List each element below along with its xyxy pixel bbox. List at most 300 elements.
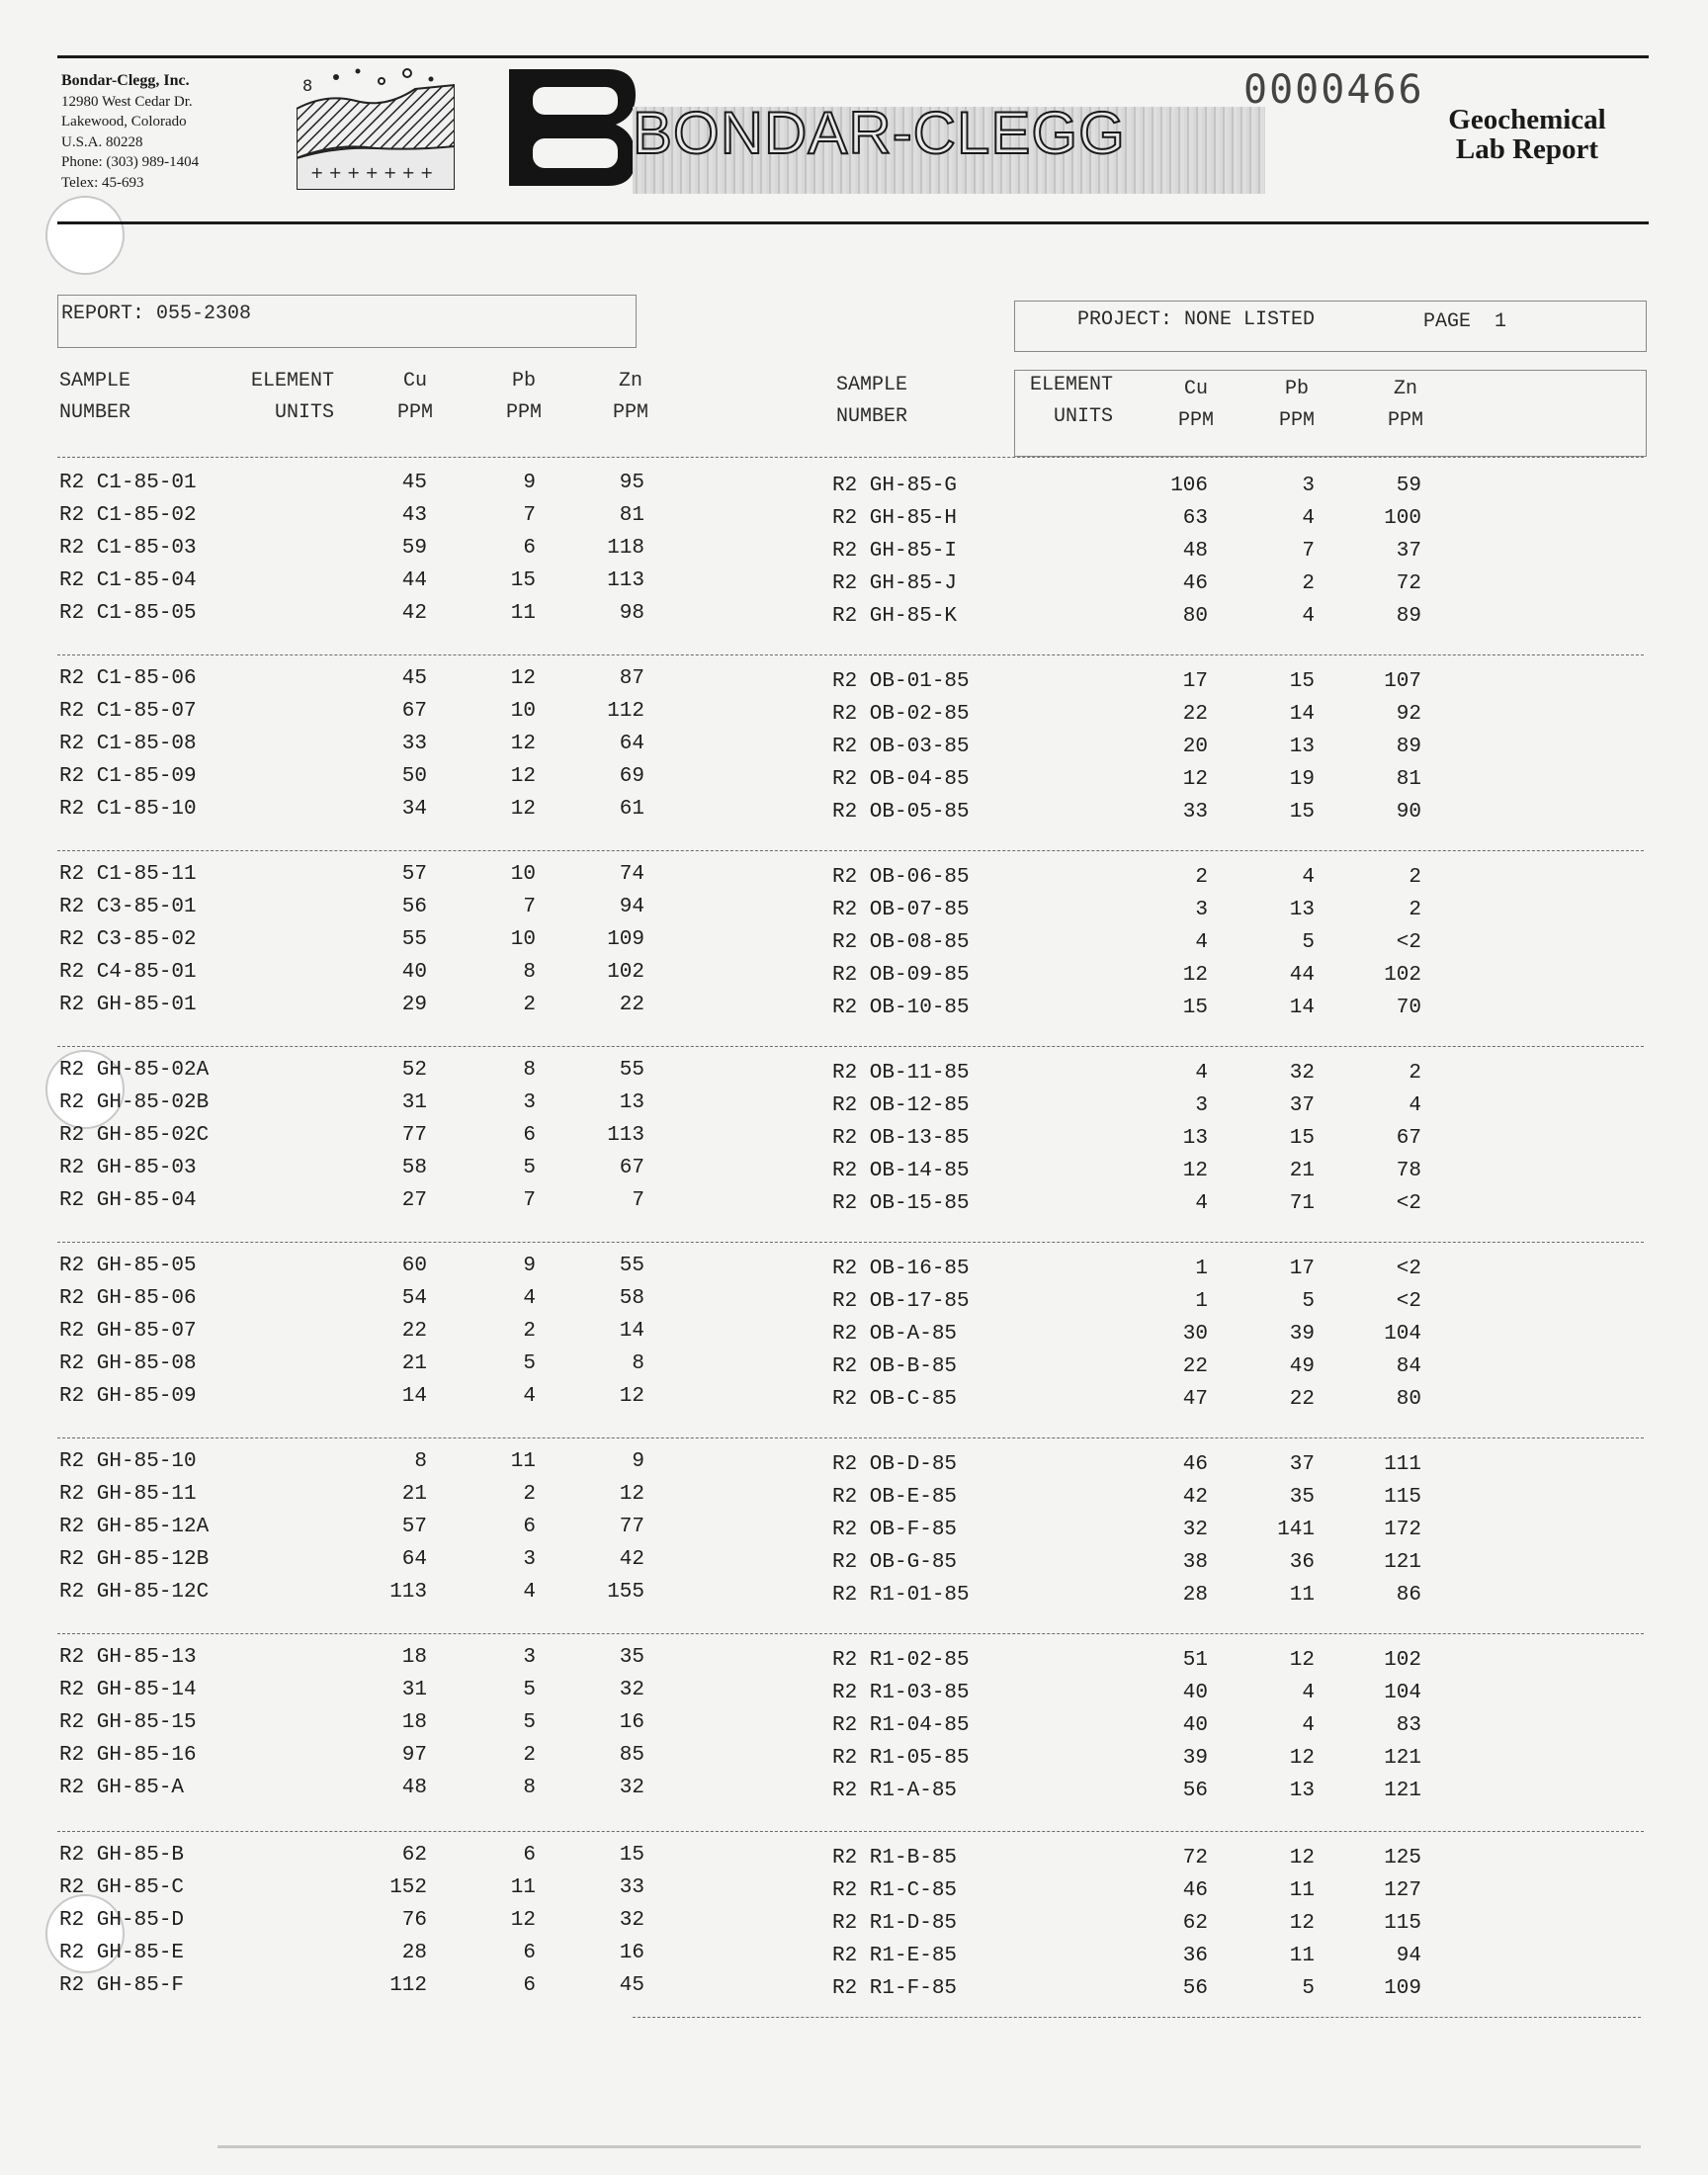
company-city: Lakewood, Colorado	[61, 114, 187, 130]
pb-value: 12	[510, 798, 536, 821]
sample-number: R2 GH-85-14	[59, 1679, 197, 1701]
cu-value: 48	[401, 1777, 427, 1799]
zn-value: 69	[619, 765, 644, 788]
zn-value: 89	[1396, 605, 1421, 628]
pb-value: 7	[523, 896, 536, 918]
zn-value: 32	[619, 1909, 644, 1932]
cu-value: 34	[401, 798, 427, 821]
cu-value: 1	[1195, 1258, 1208, 1280]
cu-value: 33	[401, 733, 427, 755]
table-row-right	[0, 1677, 1708, 1709]
table-row-right	[0, 1448, 1708, 1481]
pb-value: 12	[510, 667, 536, 690]
pb-value: 9	[523, 472, 536, 494]
zn-value: 78	[1396, 1160, 1421, 1182]
cu-value: 44	[401, 569, 427, 592]
zn-value: 70	[1396, 997, 1421, 1019]
zn-value: 107	[1384, 670, 1421, 693]
cu-value: 63	[1182, 507, 1208, 530]
pb-value: 6	[523, 1974, 536, 1997]
sample-number: R2 GH-85-02B	[59, 1091, 210, 1114]
pb-value: 19	[1289, 768, 1315, 791]
table-row-right	[0, 1742, 1708, 1775]
table-row-right	[0, 1318, 1708, 1350]
zn-value: 81	[1396, 768, 1421, 791]
left-header-element: ELEMENT UNITS	[250, 370, 334, 424]
cu-value: 42	[1182, 1486, 1208, 1509]
zn-value: 32	[619, 1777, 644, 1799]
cu-value: 22	[401, 1320, 427, 1343]
pb-value: 10	[510, 700, 536, 723]
cu-value: 21	[401, 1483, 427, 1506]
zn-value: 84	[1396, 1355, 1421, 1378]
sample-number: R2 R1-01-85	[832, 1584, 970, 1607]
sample-number: R2 OB-A-85	[832, 1323, 958, 1346]
pb-value: 6	[523, 1942, 536, 1964]
cu-value: 40	[401, 961, 427, 984]
cu-value: 64	[401, 1548, 427, 1571]
pb-value: 36	[1289, 1551, 1315, 1574]
zn-value: 87	[619, 667, 644, 690]
table-row-right	[0, 1972, 1708, 2005]
pb-value: 7	[523, 1189, 536, 1212]
pb-value: 5	[523, 1679, 536, 1701]
pb-value: 13	[1289, 736, 1315, 758]
company-telex: Telex: 45-693	[61, 174, 144, 191]
cu-value: 20	[1182, 736, 1208, 758]
pb-value: 5	[523, 1157, 536, 1179]
zn-value: 67	[619, 1157, 644, 1179]
sample-number: R2 OB-E-85	[832, 1486, 958, 1509]
table-row-right	[0, 665, 1708, 698]
zn-value: 42	[619, 1548, 644, 1571]
table-row-right	[0, 1842, 1708, 1874]
pb-value: 22	[1289, 1388, 1315, 1411]
table-row-right	[0, 861, 1708, 894]
pb-value: 8	[523, 961, 536, 984]
sample-number: R2 GH-85-12C	[59, 1581, 210, 1604]
zn-value: 111	[1384, 1453, 1421, 1476]
table-row-right	[0, 1089, 1708, 1122]
cu-value: 106	[1170, 475, 1208, 497]
pb-value: 5	[523, 1711, 536, 1734]
sample-number: R2 C1-85-09	[59, 765, 197, 788]
cu-value: 50	[401, 765, 427, 788]
sample-number: R2 GH-85-03	[59, 1157, 197, 1179]
cu-value: 31	[401, 1091, 427, 1114]
sample-number: R2 GH-85-J	[832, 572, 958, 595]
zn-value: 13	[619, 1091, 644, 1114]
pb-value: 32	[1289, 1062, 1315, 1085]
table-row-right	[0, 567, 1708, 600]
pb-value: 2	[523, 1744, 536, 1767]
pb-value: 5	[523, 1352, 536, 1375]
sample-number: R2 C4-85-01	[59, 961, 197, 984]
table-row-right	[0, 1383, 1708, 1416]
sample-number: R2 R1-03-85	[832, 1682, 970, 1704]
pb-value: 37	[1289, 1094, 1315, 1117]
group-separator	[57, 1633, 1644, 1634]
company-name: Bondar-Clegg, Inc.	[61, 72, 190, 89]
sample-number: R2 R1-D-85	[832, 1912, 958, 1935]
zn-value: 72	[1396, 572, 1421, 595]
pb-value: 37	[1289, 1453, 1315, 1476]
sample-number: R2 GH-85-K	[832, 605, 958, 628]
sample-number: R2 C1-85-10	[59, 798, 197, 821]
zn-value: 102	[607, 961, 644, 984]
pb-value: 15	[1289, 801, 1315, 824]
pb-value: 4	[523, 1287, 536, 1310]
pb-value: 14	[1289, 703, 1315, 726]
zn-value: 85	[619, 1744, 644, 1767]
svg-text:+ + + + + + +: + + + + + + +	[310, 163, 434, 182]
sample-number: R2 GH-85-02A	[59, 1059, 210, 1082]
sample-number: R2 OB-16-85	[832, 1258, 970, 1280]
cu-value: 3	[1195, 1094, 1208, 1117]
pb-value: 11	[1289, 1584, 1315, 1607]
sample-number: R2 OB-11-85	[832, 1062, 970, 1085]
sample-number: R2 GH-85-G	[832, 475, 958, 497]
cu-value: 4	[1195, 1192, 1208, 1215]
company-street: 12980 West Cedar Dr.	[61, 93, 193, 110]
zn-value: 155	[607, 1581, 644, 1604]
left-header-sample: SAMPLE NUMBER	[59, 370, 131, 424]
sample-number: R2 R1-C-85	[832, 1879, 958, 1902]
zn-value: 86	[1396, 1584, 1421, 1607]
sample-number: R2 C1-85-06	[59, 667, 197, 690]
company-country: U.S.A. 80228	[61, 133, 143, 150]
svg-text:8: 8	[302, 76, 313, 95]
zn-value: 83	[1396, 1714, 1421, 1737]
pb-value: 17	[1289, 1258, 1315, 1280]
pb-value: 5	[1302, 1977, 1315, 2000]
cu-value: 51	[1182, 1649, 1208, 1672]
table-row-right	[0, 1057, 1708, 1089]
zn-value: <2	[1396, 1258, 1421, 1280]
table-row-right	[0, 1644, 1708, 1677]
pb-value: 6	[523, 1844, 536, 1867]
table-row-right	[0, 470, 1708, 502]
zn-value: 115	[1384, 1912, 1421, 1935]
cu-value: 36	[1182, 1945, 1208, 1967]
sample-number: R2 GH-85-B	[59, 1844, 185, 1867]
zn-value: 89	[1396, 736, 1421, 758]
sample-number: R2 OB-10-85	[832, 997, 970, 1019]
cu-value: 28	[1182, 1584, 1208, 1607]
cu-value: 54	[401, 1287, 427, 1310]
left-header-pb: Pb PPM	[505, 370, 542, 424]
table-row-right	[0, 894, 1708, 926]
report-title-line-2: Lab Report	[1455, 133, 1599, 165]
pb-value: 4	[523, 1385, 536, 1408]
table-row-right	[0, 796, 1708, 828]
cu-value: 113	[389, 1581, 427, 1604]
zn-value: 2	[1409, 1062, 1421, 1085]
cu-value: 62	[401, 1844, 427, 1867]
pb-value: 15	[1289, 1127, 1315, 1150]
zn-value: 94	[619, 896, 644, 918]
zn-value: 77	[619, 1516, 644, 1538]
pb-value: 12	[1289, 1912, 1315, 1935]
table-row-right	[0, 926, 1708, 959]
table-row-right	[0, 1940, 1708, 1972]
sample-number: R2 OB-02-85	[832, 703, 970, 726]
pb-value: 4	[1302, 1714, 1315, 1737]
zn-value: 64	[619, 733, 644, 755]
pb-value: 4	[1302, 866, 1315, 889]
sample-number: R2 GH-85-04	[59, 1189, 197, 1212]
header-separator	[57, 457, 1644, 458]
sample-number: R2 OB-07-85	[832, 899, 970, 921]
zn-value: 14	[619, 1320, 644, 1343]
cu-value: 21	[401, 1352, 427, 1375]
zn-value: 102	[1384, 1649, 1421, 1672]
cu-value: 56	[401, 896, 427, 918]
cu-value: 40	[1182, 1682, 1208, 1704]
cu-value: 56	[1182, 1780, 1208, 1802]
pb-value: 15	[510, 569, 536, 592]
zn-value: 94	[1396, 1945, 1421, 1967]
table-row-right	[0, 1253, 1708, 1285]
sample-number: R2 R1-B-85	[832, 1847, 958, 1870]
cu-value: 13	[1182, 1127, 1208, 1150]
cu-value: 40	[1182, 1714, 1208, 1737]
zn-value: 35	[619, 1646, 644, 1669]
pb-value: 5	[1302, 1290, 1315, 1313]
sample-number: R2 OB-G-85	[832, 1551, 958, 1574]
cu-value: 12	[1182, 964, 1208, 987]
table-row-right	[0, 731, 1708, 763]
zn-value: 9	[632, 1450, 644, 1473]
sample-number: R2 OB-12-85	[832, 1094, 970, 1117]
letterhead-top-rule	[57, 55, 1649, 58]
cu-value: 57	[401, 863, 427, 886]
zn-value: 121	[1384, 1780, 1421, 1802]
sample-number: R2 GH-85-D	[59, 1909, 185, 1932]
cu-value: 32	[1182, 1519, 1208, 1541]
table-row-right	[0, 763, 1708, 796]
geology-logo-image	[297, 63, 455, 190]
cu-value: 29	[401, 994, 427, 1016]
sample-number: R2 GH-85-I	[832, 540, 958, 563]
cu-value: 14	[401, 1385, 427, 1408]
table-row-right	[0, 600, 1708, 633]
sample-number: R2 OB-06-85	[832, 866, 970, 889]
sample-number: R2 C3-85-02	[59, 928, 197, 951]
sample-number: R2 GH-85-02C	[59, 1124, 210, 1147]
pb-value: 7	[1302, 540, 1315, 563]
cu-value: 59	[401, 537, 427, 560]
sample-number: R2 C1-85-05	[59, 602, 197, 625]
zn-value: 61	[619, 798, 644, 821]
cu-value: 47	[1182, 1388, 1208, 1411]
cu-value: 58	[401, 1157, 427, 1179]
pb-value: 2	[523, 1320, 536, 1343]
cu-value: 62	[1182, 1912, 1208, 1935]
zn-value: 33	[619, 1876, 644, 1899]
cu-value: 2	[1195, 866, 1208, 889]
zn-value: <2	[1396, 1192, 1421, 1215]
pb-value: 9	[523, 1255, 536, 1277]
zn-value: 104	[1384, 1682, 1421, 1704]
cu-value: 17	[1182, 670, 1208, 693]
cu-value: 39	[1182, 1747, 1208, 1770]
cu-value: 31	[401, 1679, 427, 1701]
sample-number: R2 GH-85-12A	[59, 1516, 210, 1538]
report-title	[1413, 105, 1641, 164]
sample-number: R2 C1-85-07	[59, 700, 197, 723]
table-row-right	[0, 1546, 1708, 1579]
zn-value: 32	[619, 1679, 644, 1701]
table-row-right	[0, 1907, 1708, 1940]
table-bottom-rule	[633, 2017, 1641, 2018]
sample-number: R2 OB-13-85	[832, 1127, 970, 1150]
cu-value: 27	[401, 1189, 427, 1212]
zn-value: 2	[1409, 866, 1421, 889]
sample-number: R2 GH-85-H	[832, 507, 958, 530]
pb-value: 49	[1289, 1355, 1315, 1378]
zn-value: <2	[1396, 1290, 1421, 1313]
pb-value: 14	[1289, 997, 1315, 1019]
zn-value: 125	[1384, 1847, 1421, 1870]
pb-value: 4	[1302, 507, 1315, 530]
group-separator	[57, 1046, 1644, 1047]
zn-value: 118	[607, 537, 644, 560]
cu-value: 55	[401, 928, 427, 951]
group-separator	[57, 850, 1644, 851]
table-row-right	[0, 1709, 1708, 1742]
zn-value: 55	[619, 1255, 644, 1277]
bondar-clegg-monogram	[499, 65, 642, 190]
sample-number: R2 R1-A-85	[832, 1780, 958, 1802]
zn-value: 59	[1396, 475, 1421, 497]
zn-value: 95	[619, 472, 644, 494]
company-phone: Phone: (303) 989-1404	[61, 154, 200, 170]
sample-number: R2 C1-85-01	[59, 472, 197, 494]
cu-value: 80	[1182, 605, 1208, 628]
zn-value: 15	[619, 1844, 644, 1867]
table-row-right	[0, 1350, 1708, 1383]
pb-value: 12	[510, 1909, 536, 1932]
sample-number: R2 C1-85-11	[59, 863, 197, 886]
cu-value: 52	[401, 1059, 427, 1082]
cu-value: 77	[401, 1124, 427, 1147]
sample-number: R2 C3-85-01	[59, 896, 197, 918]
left-header-zn: Zn PPM	[612, 370, 648, 424]
pb-value: 4	[523, 1581, 536, 1604]
pb-value: 21	[1289, 1160, 1315, 1182]
sample-number: R2 C1-85-04	[59, 569, 197, 592]
pb-value: 12	[1289, 1747, 1315, 1770]
zn-value: 121	[1384, 1551, 1421, 1574]
table-row-right	[0, 959, 1708, 992]
pb-value: 6	[523, 1516, 536, 1538]
zn-value: 37	[1396, 540, 1421, 563]
group-separator	[57, 1242, 1644, 1243]
pb-value: 8	[523, 1777, 536, 1799]
pb-value: 39	[1289, 1323, 1315, 1346]
logo-wordmark: BONDAR-CLEGG	[633, 100, 1126, 166]
sample-number: R2 GH-85-13	[59, 1646, 197, 1669]
pb-value: 3	[1302, 475, 1315, 497]
cu-value: 15	[1182, 997, 1208, 1019]
zn-value: 104	[1384, 1323, 1421, 1346]
cu-value: 152	[389, 1876, 427, 1899]
cu-value: 57	[401, 1516, 427, 1538]
page-number: PAGE 1	[1423, 310, 1507, 333]
table-row-right	[0, 1514, 1708, 1546]
table-row-right	[0, 1155, 1708, 1187]
pb-value: 8	[523, 1059, 536, 1082]
table-row-right	[0, 1481, 1708, 1514]
document-number: 0000466	[1243, 67, 1424, 113]
sample-number: R2 GH-85-10	[59, 1450, 197, 1473]
pb-value: 2	[523, 994, 536, 1016]
pb-value: 2	[523, 1483, 536, 1506]
cu-value: 76	[401, 1909, 427, 1932]
pb-value: 10	[510, 863, 536, 886]
pb-value: 141	[1277, 1519, 1315, 1541]
right-header-cu: Cu PPM	[1177, 378, 1214, 432]
table-row-right	[0, 1874, 1708, 1907]
sample-number: R2 OB-17-85	[832, 1290, 970, 1313]
binder-hole-top	[45, 196, 125, 275]
sample-number: R2 GH-85-09	[59, 1385, 197, 1408]
company-address	[61, 71, 199, 193]
cu-value: 38	[1182, 1551, 1208, 1574]
cu-value: 3	[1195, 899, 1208, 921]
right-header-sample: SAMPLE NUMBER	[836, 374, 908, 428]
cu-value: 18	[401, 1711, 427, 1734]
cu-value: 45	[401, 667, 427, 690]
pb-value: 5	[1302, 931, 1315, 954]
pb-value: 4	[1302, 605, 1315, 628]
pb-value: 4	[1302, 1682, 1315, 1704]
sample-number: R2 GH-85-07	[59, 1320, 197, 1343]
cu-value: 46	[1182, 572, 1208, 595]
sample-number: R2 C1-85-02	[59, 504, 197, 527]
sample-number: R2 GH-85-15	[59, 1711, 197, 1734]
pb-value: 3	[523, 1646, 536, 1669]
letterhead-bottom-rule	[57, 221, 1649, 224]
pb-value: 71	[1289, 1192, 1315, 1215]
pb-value: 15	[1289, 670, 1315, 693]
project-name: PROJECT: NONE LISTED	[1077, 308, 1316, 331]
cu-value: 28	[401, 1942, 427, 1964]
pb-value: 10	[510, 928, 536, 951]
zn-value: 113	[607, 569, 644, 592]
sample-number: R2 GH-85-06	[59, 1287, 197, 1310]
pb-value: 12	[510, 733, 536, 755]
zn-value: 81	[619, 504, 644, 527]
zn-value: 8	[632, 1352, 644, 1375]
sample-number: R2 OB-B-85	[832, 1355, 958, 1378]
zn-value: 2	[1409, 899, 1421, 921]
zn-value: 90	[1396, 801, 1421, 824]
sample-number: R2 R1-F-85	[832, 1977, 958, 2000]
right-header-zn: Zn PPM	[1387, 378, 1423, 432]
sample-number: R2 GH-85-E	[59, 1942, 185, 1964]
zn-value: 109	[1384, 1977, 1421, 2000]
table-row-right	[0, 502, 1708, 535]
zn-value: 16	[619, 1942, 644, 1964]
zn-value: 67	[1396, 1127, 1421, 1150]
cu-value: 22	[1182, 703, 1208, 726]
cu-value: 12	[1182, 768, 1208, 791]
cu-value: 8	[414, 1450, 427, 1473]
pb-value: 11	[1289, 1945, 1315, 1967]
zn-value: 113	[607, 1124, 644, 1147]
